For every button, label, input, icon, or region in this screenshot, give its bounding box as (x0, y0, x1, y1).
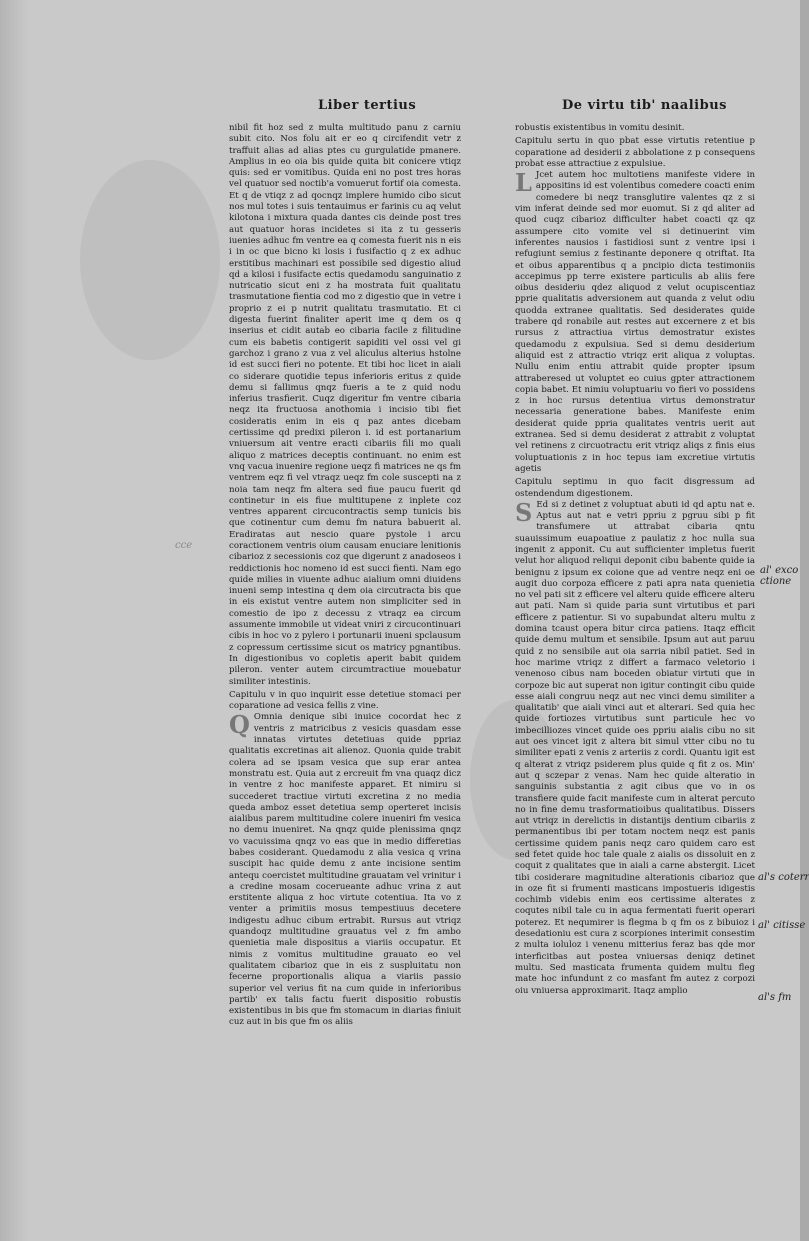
margin-note: al' citisse (758, 920, 806, 931)
paragraph-text: Omnia denique sibi inuice cocordat hec z ventris z matricibus z vesicis quasdam esse innatas virtutes detetiuas quide ppriaz qualitatis excretinas ait alienoz. Quonia quide trabit colera ad se ipsam vesica que sup erar antea monstratu est. Quia aut z ercreuit fm vna quaqz dicz in ventre z hoc manifeste apparet. Et nimiru si succederet tractiue virtuti excretina z no media queda amboz esset detetiua semp operteret incisis aialibus parem multitudine colere inueniri fm vesica no demu inueniret. Na qnqz quide plenissima qnqz vo vacuissima qnqz vo eas que in medio differetias babes cosiderant. Quedamodu z alia vesica q vrina suscipit hac quide demu z ante incisione sentim antequ coercistet multitudine grauatam vel vrinitur i a credine mosam cocerueante adhuc vrina z aut erstitente aliqua z hoc virtute cotentiua. Ita vo z venter a primitiis mosus tempestiuus decetere indigestu adhuc cibum ertrabit. Rursus aut vtriqz quandoqz multitudine grauatus vel z fm ambo quenietia male dispositus a viariis occupatur. Et nimis z vomitus multitudine grauato eo vel qualitatem cibarioz que in eis z suspluitatu non fecerne proportionalis aliqua a viariis passio superior vel verius fit na cum quide in inferioribus partib' ex talis factu fuerit dispositio robustis existentibus in bis que fm stomacum in diarias finiuit cuz aut in bis que fm os aliis (229, 712, 461, 1028)
decorated-initial: L (515, 168, 532, 198)
margin-note: cce (175, 540, 193, 551)
running-header-right: De virtu tib' naalibus (562, 98, 727, 113)
text-column-left (229, 123, 461, 1028)
page-edge (0, 0, 28, 1241)
paragraph: nibil fit hoz sed z multa multitudo panu z carniu subit cito. Nos folu ait er eo q circifendit vetr z traffuit alias ad alias ptes cu gurgulatide pmanere. Amplius in eo oia bis quide quita bit conicere vtiqz quis: sed er vomitibus. Quida eni no post tres horas vel quatuor sed noctib'a vomuerut fortif oia comesta. Et q de vtiqz z ad qocnqz implere humido cibo sicut nos mul totes i suis tentauimus er farinis cu aq velut kilotona i mixtura quada dantes cis deinde post tres aut quatuor horas incidetes si ita z tu gesseris iuenies adhuc fm ventre ea q comesta fuerit nis n eis i in oc que bicno ki losis i fusifactio q z ex adhuc erstitibus machinari est possibile sed digestio aliud qd a kilosi i fusifacte ectis quedamodu sanguinatio z nutricatio sicut eni z ha mostrata fuit qualitatu trasmutatione fientia cod mo z digestio que in vetre i proprio z ei p nutrit qualitatu trasmutatio. Et ci digesta fuerint finaliter aperit ime q dem os q inserius et cidit autab eo cibaria facile z filitudine cum eis babetis contigerit sapiditi vel ossi vel gi garchoz i grano z vua z vel aliculus alterius hstolne id est succi fieri no potente. Et tibi hoc licet in aiali co siderare quotidie tepus inferioris eritus z quide demu si fallimus qnqz fueris a te z quid nodu inferius trasfierit. Cuqz digeritur fm ventre cibaria neqz ita fructuosa anothomia i incisio tibi fiet cosideratis enim in eis q paz antes dicebam certissime qd predixi pileron i. id est portanarium vniuersum ait ventre eracti cibariis fili mo quali aliquo z matrices deceptis continuant. no enim est vnq vacua inuenire regione ueqz fi matrices ne qs fm ventrem eqz fi vel vtraqz ueqz fm cole suscepti na z noia tam neqz fm altera sed fiue paucu fuerit qd continetur in eis fiue multitupene z inplete coz ventres apparent circucontractis semp tunicis bis que cotinentur cum demu fm natura babuerit al. Eradiratas aut nescio quare pystole i arcu coractionem ventris oium causam enuciare lenitionis cibarioz z secessionis coz que digerunt z anadoseos i reddictionis hoc nomeno id est succi fienti. Nam ego quide milies in viuente adhuc aialium omni diuidens inueni semp intestina q dem oia circutracta bis que in eis existut ventre autem non simpliciter sed in comestio de ipo z decessu z vtraqz ea circum assumente immobile ut videat vniri z circucontinuari cibis in hoc vo z pylero i portunarii inueni spclausum z copressum certissime sicut os matricy pgnantibus. In digestionibus vo copletis aperit babit quidem pileron. venter autem circumtractiue mouebatur similiter intestinis. (229, 123, 461, 687)
chapter-heading: Capitulu v in quo inquirit esse detetiue stomaci per coparatione ad vesica fellis z vine. (229, 689, 461, 712)
margin-note: al's coterr (758, 872, 809, 883)
decorated-initial: S (515, 497, 533, 527)
paragraph (515, 170, 755, 475)
margin-note: al' exco ctione (760, 565, 799, 587)
page-stain (80, 160, 220, 360)
paragraph (515, 497, 755, 997)
chapter-heading: Capitulu sertu in quo pbat esse virtutis retentiue p coparatione ad desiderii z abbolatione z p consequens probat esse attractiue z expulsiue. (515, 136, 755, 169)
paragraph (229, 712, 461, 1028)
chapter-heading: Capitulu septimu in quo facit disgressum ad ostendendum digestionem. (515, 477, 755, 499)
margin-note: al's fm (758, 992, 792, 1003)
running-header-left: Liber tertius (318, 98, 417, 113)
text-column-right (515, 123, 755, 1043)
paragraph-text: Ed si z detinet z voluptuat abuti id qd aptu nat e. Aptus aut nat e vetri ppriu z pgruu sibi p fit transfumere ut attrabat cibaria qntu suauissimum euapoatiue z paulatiz z hoc nulla sua ingenit z apponit. Cu aut sufficienter impletus fuerit velut hor aliquod reliqui deponit cibu babente quide ia benignu z ipsum ex coione que ad ventre neqz eni oe augit duo corpoza efficere z pati apra nata quenietia no vel pati sit z efficere vel alteru quide efficere alteru aut pati. Nam si quide paria sunt virtutibus et pari efficere z patientur. Si vo supabundat alteru multu z domina tcaust opera bitur circa patiens. Itaqz efficit quide demu multum et sensibile. Ipsum aut aut paruu quid z no sensibile aut oia sarria nibil patiet. Sed in hoc marime vtriqz z differt a farmaco veletorio i venenoso cibus nam boceden obiatur virtuti que in corpoze bic aut superat non igitur contingit cibu quide esse aiali congruu neqz aut nec vinci demu similiter a qualitatib' que aiali vinci aut et alterari. Sed quia hec quide fortiozes virtutibus sunt particule hec vo imbecilliozes vincet quide oes ppriu aialis cibu no sit aut oes vincet igit z altera bit simul vtter cibu no tu similiter epati z venis z arteriis z cordi. Quantu igit est q alterat z vtriqz psiderem plus quide q fit z os. Min' aut q sczepar z venas. Nam hec quide alteratio in sanguinis substantia z agit cibus que vo in os transfiere quide facit manifeste cum in alterat percuto no in fine demu trasformatioibus qualitatibus. Dissers aut vtriqz in derelictis in distantijs dentium cibariis z permanentibus ibi per totam noctem neqz est panis certissime quidem panis neqz caro quidem caro est sed fetet quide hoc tale quale z aialis os dissoluit en z coquit z qualitates que in aiali a carne abstergit. Licet tibi cosiderare magnitudine alterationis cibarioz que in oze fit si frumenti masticans impostueris idigestis cochimb videbis enim eos certissime alterates z coqutes nibil tale cu in aqua fermentati fuerit operari poterez. Et nequmirer is flegma b q fm os z bibuioz i desedationiu est cura z scorpiones interimit consestim z multa ioluloz i venenu mitterius feraz bas qde mor interficitbas aut postea vniuersas deniqz detinet multu. Sed masticata frumenta quidem multu fleg mate hoc infundunt z co masfant fm autez z corpozi oiu vniuersa approximarit. Itaqz amplio (515, 499, 755, 996)
paragraph-text: Jcet autem hoc multotiens manifeste videre in appositins id est volentibus comedere coacti enim comedere bi neqz transglutire valentes qz z si vim inferat deinde sed mor euomut. Si z qd aliter ad quod cuqz cibarioz difficulter habet coacti qz qz assumpere cito vomite vel si detinuerint vim inferentes nausios i fastidiosi sunt z ventre ipsi i refugiunt semius z festinante deponere q otriftat. Ita et oibus apparentibus q a pncipio dicta testimoniis accepimus pp terre existere particulis ab aliis fere oibus desideriu qdez aliquod z velut ocupiscentiaz pprie qualitatis adversionem aut quanda z velut odiu quodda extranee qualitatis. Sed desiderates quide trabere qd ronabile aut restes aut excernere z et bis rursus z attractiua virtus demostratur existes quedamodu z expulsiua. Sed si demu desiderium aliquid est z attractio vtriqz erit aliqua z voluptas. Nullu enim entiu attrabit quide propter ipsum attraberesed ut voluptet eo cuius gpter attractionem copia babet. Et nimiu voluptuariu vo fieri vo possidens z in hoc rursus detentiua virtus demonstratur necessaria generatione babes. Manifeste enim desiderat quide ppria qualitates ventris uerit aut extranea. Sed si demu desiderat z attrabit z voluptat vel retinens z circuotractu erit vtriqz aliqs z finis eius voluptuationis z in hoc tepus iam excretiue virtutis agetis (515, 170, 755, 474)
decorated-initial: Q (229, 710, 250, 740)
paragraph: robustis existentibus in vomitu desinit. (515, 123, 685, 133)
